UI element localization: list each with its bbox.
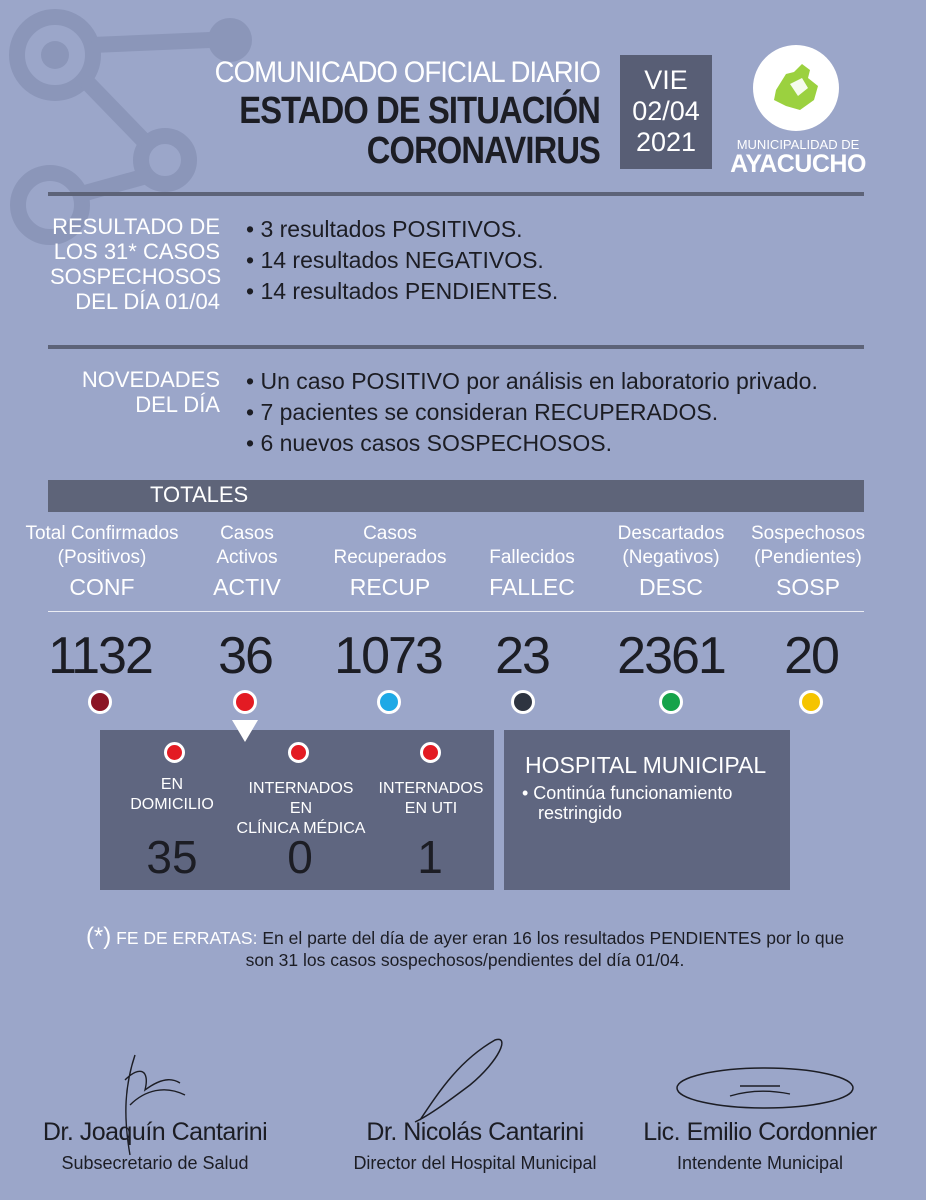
list-item: • 3 resultados POSITIVOS.: [246, 214, 558, 245]
title-line-2: ESTADO DE SITUACIÓN: [239, 90, 600, 132]
stat-abbr: SOSP: [776, 574, 840, 600]
stat-line1: Casos: [220, 523, 274, 544]
signature-name: Dr. Nicolás Cantarini: [366, 1118, 584, 1146]
date-year: 2021: [635, 127, 697, 157]
activos-value-domicilio: 35: [146, 831, 198, 883]
date-day-month: 02/04: [632, 96, 700, 126]
activos-label-line: EN: [160, 776, 184, 793]
stat-abbr: RECUP: [349, 574, 431, 600]
resultados-list: [246, 214, 558, 307]
signature-3-scribble: [670, 1060, 860, 1120]
logo-text-ayacucho: AYACUCHO: [730, 150, 866, 178]
errata-text-line2: son 31 los casos sospechosos/pendientes del día 01/04.: [245, 950, 685, 970]
stat-value-fallec: 23: [495, 627, 549, 685]
status-dot-sosp: [799, 690, 823, 714]
date-box: [620, 55, 712, 169]
stat-line1: Casos: [363, 523, 417, 544]
divider: [48, 345, 864, 349]
resultados-label-line: DEL DÍA 01/04: [75, 289, 220, 314]
stat-value-desc: 2361: [617, 627, 725, 685]
status-dot-activ: [233, 690, 257, 714]
activos-value-uti: 1: [417, 831, 443, 883]
status-dot-fallec: [511, 690, 535, 714]
list-item: • 14 resultados NEGATIVOS.: [246, 245, 558, 276]
signature-role: Intendente Municipal: [676, 1153, 844, 1173]
activos-value-clinica: 0: [287, 831, 313, 883]
signature-name: Dr. Joaquín Cantarini: [42, 1118, 268, 1146]
stat-line2: (Pendientes): [754, 547, 862, 568]
activos-label-line: CLÍNICA MÉDICA: [236, 820, 366, 837]
signature-role: Director del Hospital Municipal: [353, 1153, 597, 1173]
stat-value-activ: 36: [218, 627, 272, 685]
stat-abbr: DESC: [639, 574, 703, 600]
activos-label-uti: [376, 779, 486, 819]
hospital-status: [522, 783, 782, 823]
status-dot-desc: [659, 690, 683, 714]
activos-label-line: INTERNADOS: [378, 780, 484, 797]
hospital-title: HOSPITAL MUNICIPAL: [525, 752, 767, 778]
errata-mark: (*): [85, 923, 112, 950]
stat-abbr: ACTIV: [213, 574, 281, 600]
novedades-label: [50, 367, 220, 417]
stat-line1: Sospechosos: [750, 523, 866, 544]
activos-label-domicilio: [112, 775, 232, 815]
resultados-label-line: RESULTADO DE: [52, 214, 220, 239]
logo-text-municipalidad: MUNICIPALIDAD DE: [736, 137, 860, 152]
stat-line1: Descartados: [617, 523, 725, 544]
divider: [48, 192, 864, 196]
title-line-1: COMUNICADO OFICIAL DIARIO: [214, 56, 600, 89]
signature-block-1: [30, 1118, 280, 1174]
stat-line2: Recuperados: [333, 547, 447, 568]
signature-name: Lic. Emilio Cordonnier: [643, 1118, 877, 1146]
stat-value-recup: 1073: [334, 627, 442, 685]
errata-text-line1: En el parte del día de ayer eran 16 los resultados PENDIENTES por lo que: [262, 928, 845, 948]
date-day: VIE: [644, 65, 688, 95]
list-item: • 7 pacientes se consideran RECUPERADOS.: [246, 397, 818, 428]
signature-role: Subsecretario de Salud: [61, 1153, 249, 1173]
pointer-triangle-icon: [232, 720, 258, 742]
stat-header-sosp: [723, 522, 893, 602]
stat-abbr: CONF: [69, 574, 135, 600]
resultados-label: [50, 214, 220, 314]
totales-label: TOTALES: [150, 482, 249, 507]
list-item: • 6 nuevos casos SOSPECHOSOS.: [246, 428, 818, 459]
title-line-3: CORONAVIRUS: [366, 130, 600, 172]
status-dot-uti: [420, 742, 441, 763]
stat-abbr: FALLEC: [489, 574, 575, 600]
signature-2-scribble: [400, 1030, 520, 1130]
signature-block-2: [320, 1118, 630, 1174]
list-item: • Un caso POSITIVO por análisis en laboratorio privado.: [246, 366, 818, 397]
activos-label-line: EN UTI: [404, 800, 458, 817]
municipality-logo-icon: [750, 44, 842, 132]
stat-line2: Activos: [216, 547, 278, 568]
status-dot-domicilio: [164, 742, 185, 763]
status-dot-clinica: [288, 742, 309, 763]
novedades-label-line: NOVEDADES: [81, 367, 220, 392]
resultados-label-line: LOS 31* CASOS: [53, 239, 220, 264]
stat-line2: Fallecidos: [489, 547, 575, 568]
resultados-label-line: SOSPECHOSOS: [50, 264, 222, 289]
list-item: • 14 resultados PENDIENTES.: [246, 276, 558, 307]
hospital-status-line: • Continúa funcionamiento: [522, 783, 733, 803]
stats-divider: [48, 611, 864, 612]
novedades-list: [246, 366, 818, 459]
novedades-label-line: DEL DÍA: [135, 392, 220, 417]
stat-line2: (Negativos): [622, 547, 720, 568]
status-dot-recup: [377, 690, 401, 714]
activos-label-line: DOMICILIO: [130, 796, 214, 813]
activos-label-line: INTERNADOS EN: [248, 780, 354, 817]
stat-value-sosp: 20: [784, 627, 838, 685]
hospital-status-line: restringido: [538, 803, 623, 823]
signature-block-3: [630, 1118, 890, 1174]
stat-line1: Total Confirmados: [25, 523, 179, 544]
stat-value-conf: 1132: [48, 627, 152, 685]
stat-line2: (Positivos): [57, 547, 147, 568]
errata-note: [60, 923, 870, 971]
status-dot-conf: [88, 690, 112, 714]
errata-label: FE DE ERRATAS:: [116, 928, 258, 948]
